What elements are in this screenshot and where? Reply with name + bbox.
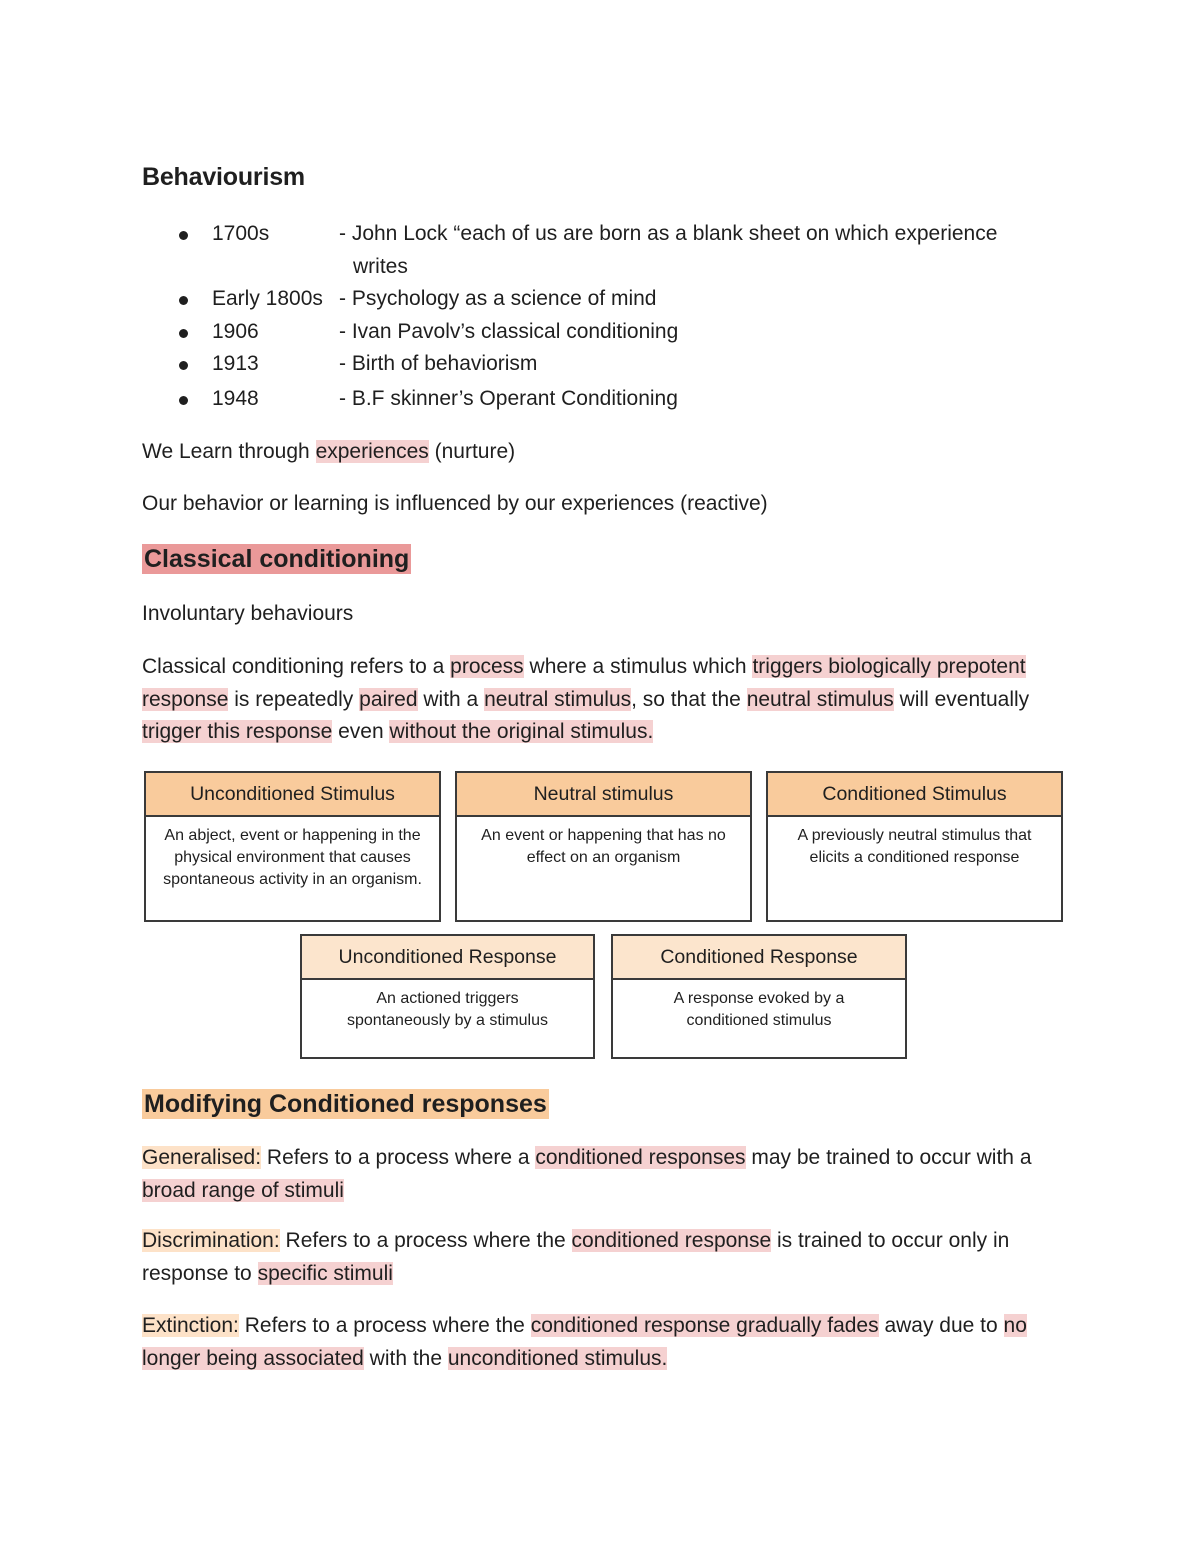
card-title: Conditioned Response [613, 936, 905, 980]
text-run: Classical conditioning refers to a [142, 655, 451, 678]
term-label: Generalised: [142, 1146, 262, 1169]
section-heading-modifying [142, 1087, 549, 1121]
highlight: conditioned response [571, 1229, 772, 1252]
text-run: will eventually [893, 687, 1030, 711]
text-run: is trained to occur only in response to [142, 1229, 1010, 1285]
highlight: trigger this response [142, 720, 333, 743]
list-item [142, 383, 1042, 416]
concept-card-unconditioned-stimulus [144, 771, 441, 922]
text-run: with the [363, 1346, 448, 1370]
bullet-icon [179, 329, 188, 338]
card-body: A response evoked by a conditioned stimulus [673, 990, 845, 1029]
discrimination-paragraph [142, 1225, 1052, 1290]
text-run: away due to [878, 1314, 1004, 1337]
concept-card-unconditioned-response [300, 934, 595, 1059]
bullet-icon [179, 231, 188, 240]
behavior-paragraph: Our behavior or learning is influenced by our experiences (reactive) [142, 492, 768, 515]
involuntary-paragraph: Involuntary behaviours [142, 602, 354, 625]
concept-card-conditioned-response [611, 934, 907, 1059]
concept-card-conditioned-stimulus [766, 771, 1063, 922]
highlight: neutral stimulus [484, 687, 632, 711]
timeline-year: 1948 [212, 386, 259, 410]
highlight: no longer being associated [142, 1314, 1027, 1370]
timeline-event: - John Lock “each of us are born as a blank sheet on which experience writes [339, 222, 998, 278]
timeline-year: 1913 [212, 352, 259, 375]
page-title: Behaviourism [142, 163, 305, 191]
term-label: Extinction: [142, 1314, 239, 1337]
highlight: neutral stimulus [746, 687, 894, 711]
timeline-year: 1700s [212, 222, 270, 245]
bullet-icon [179, 296, 188, 305]
highlight: process [450, 655, 524, 678]
heading-text: Classical conditioning [144, 545, 410, 573]
text-run: is repeatedly [228, 687, 360, 711]
highlight: without the original stimulus. [389, 720, 654, 743]
highlight: conditioned responses [535, 1146, 746, 1169]
generalised-paragraph [142, 1142, 1052, 1207]
text-run: Refers to a process where a [261, 1146, 536, 1169]
card-title: Neutral stimulus [457, 773, 750, 817]
highlight: broad range of stimuli [142, 1178, 344, 1202]
timeline-event: - Birth of behaviorism [339, 352, 538, 375]
list-item [142, 283, 1042, 316]
timeline-list [142, 218, 1042, 415]
card-body: An abject, event or happening in the physical environment that causes spontaneous activity in an organism. [163, 827, 422, 888]
timeline-year: 1906 [212, 319, 259, 343]
text-run: We Learn through [142, 440, 316, 463]
card-title: Unconditioned Response [302, 936, 593, 980]
text-run: Refers to a process where the [279, 1229, 572, 1252]
timeline-event: - Psychology as a science of mind [339, 287, 657, 310]
card-body: An actioned triggers spontaneously by a stimulus [347, 990, 548, 1029]
classical-definition [142, 651, 1052, 749]
learn-paragraph [142, 436, 1052, 469]
bullet-icon [179, 361, 188, 370]
card-title: Conditioned Stimulus [768, 773, 1061, 817]
term-label: Discrimination: [142, 1229, 280, 1252]
highlight: experiences [315, 440, 429, 463]
highlight: paired [359, 687, 418, 711]
highlight: triggers biologically prepotent response [142, 655, 1026, 711]
list-item [142, 348, 1042, 381]
card-title: Unconditioned Stimulus [146, 773, 439, 817]
timeline-event: - Ivan Pavolv’s classical conditioning [339, 319, 679, 343]
bullet-icon [179, 396, 188, 405]
text-run: may be trained to occur with a [745, 1146, 1032, 1169]
concept-card-neutral-stimulus [455, 771, 752, 922]
list-item [142, 218, 1042, 283]
card-body: An event or happening that has no effect on an organism [481, 827, 726, 866]
highlight: conditioned response gradually fades [530, 1314, 879, 1337]
text-run: where a stimulus which [523, 655, 753, 678]
text-run: , so that the [631, 687, 747, 711]
text-run: with a [417, 687, 485, 711]
highlight: specific stimuli [257, 1261, 393, 1285]
text-run: Refers to a process where the [238, 1314, 531, 1337]
highlight: unconditioned stimulus. [447, 1346, 668, 1370]
timeline-year: Early 1800s [212, 287, 323, 310]
section-heading-classical [142, 542, 411, 576]
list-item [142, 316, 1042, 349]
card-body: A previously neutral stimulus that elicits a conditioned response [797, 827, 1032, 866]
heading-text: Modifying Conditioned responses [144, 1090, 547, 1118]
extinction-paragraph [142, 1310, 1052, 1375]
text-run: even [332, 720, 390, 743]
timeline-event: - B.F skinner’s Operant Conditioning [339, 386, 678, 410]
text-run: (nurture) [428, 440, 516, 463]
